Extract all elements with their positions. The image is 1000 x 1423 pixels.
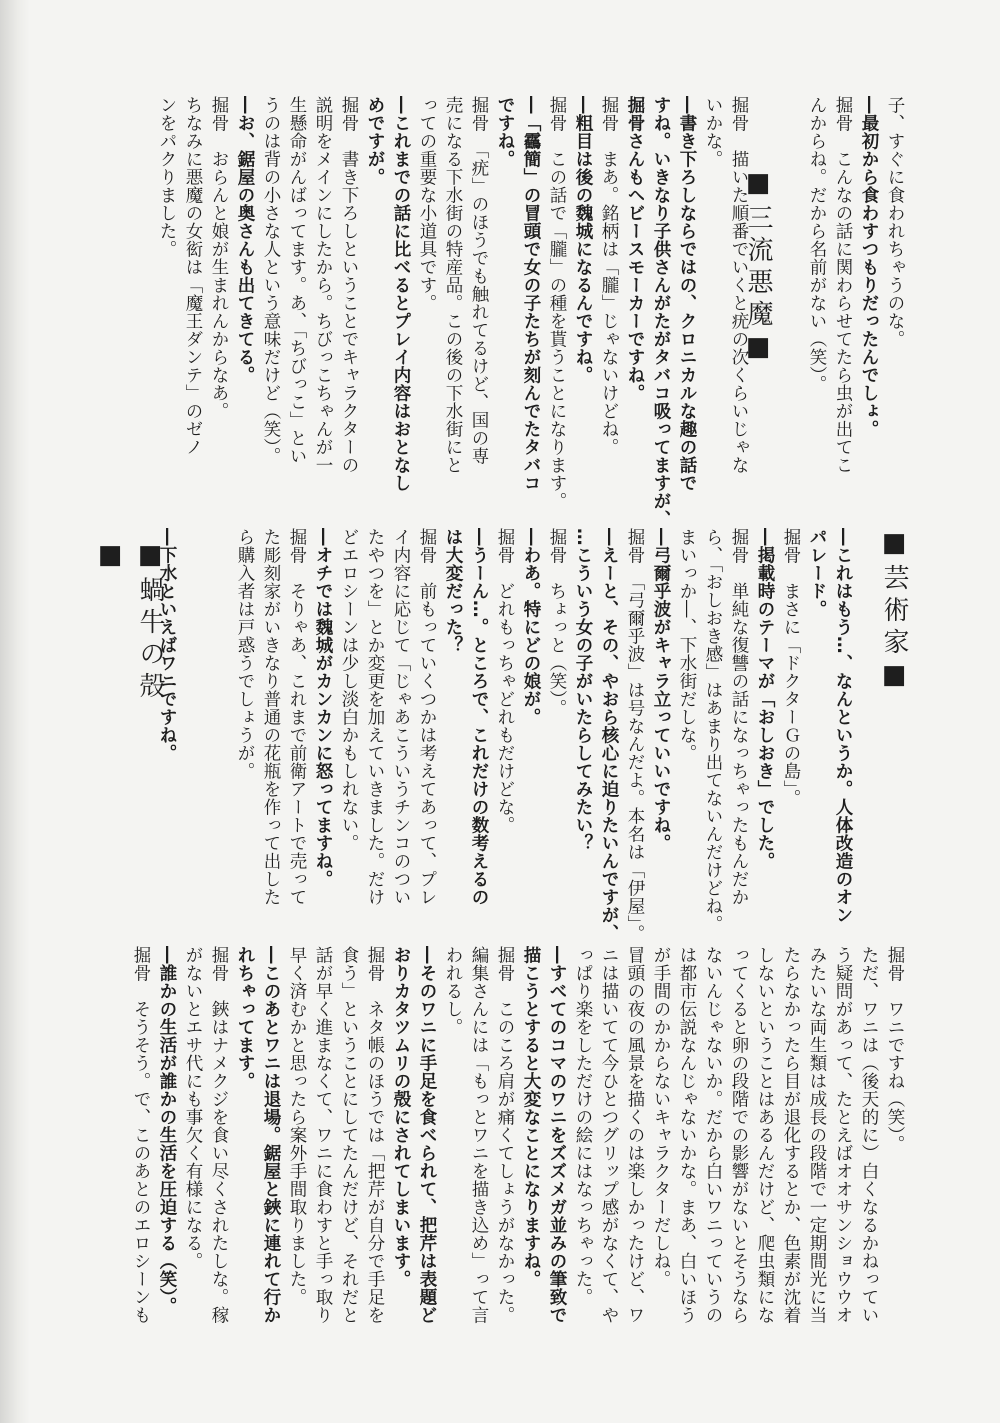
text-line: 掘骨 この話で「朧」の種を貰うことになります。 bbox=[547, 96, 567, 510]
text-line: ―書き下ろしならではの、クロニカルな趣の話で bbox=[677, 96, 697, 492]
upper-text-block bbox=[88, 96, 908, 526]
text-line: た彫刻家がいきなり普通の花瓶を作って出した bbox=[261, 528, 281, 906]
text-line: ―これまでの話に比べるとプレイ内容はおとなし bbox=[391, 96, 411, 492]
text-line: 話が早く進まなくて、ワニに食わすと手っ取り bbox=[313, 946, 333, 1324]
text-line: ―掲載時のテーマが「おしおき」でした。 bbox=[755, 528, 775, 870]
text-line bbox=[206, 528, 232, 940]
text-line: 掘骨 このころ肩が痛くてしょうがなかった。 bbox=[495, 946, 515, 1324]
text-line: れちゃってます。 bbox=[235, 946, 255, 1090]
text-line: 掘骨 そりゃあ、これまで前衛アートで売って bbox=[287, 528, 307, 906]
text-line: 掘骨 鋏はナメクジを食い尽くされたしな。稼 bbox=[209, 946, 229, 1324]
text-line: ―最初から食わすつもりだったんでしょ。 bbox=[859, 96, 879, 438]
text-line: 掘骨 そうそう。で、このあとのエロシーンも bbox=[131, 946, 151, 1324]
text-line: ―わあ。特にどの娘が。 bbox=[521, 528, 541, 726]
text-line: みたいな両生類は成長の段階で一定期間光に当 bbox=[807, 946, 827, 1324]
text-line: ってくると卵の段階での影響がないとそうなら bbox=[729, 946, 749, 1324]
text-line: ―「靏簡」の冒頭で女の子たちが刻んでたタバコ bbox=[521, 96, 541, 492]
text-line: おりカタツムリの殻にされてしまいます。 bbox=[391, 946, 411, 1288]
text-line: 描こうとすると大変なことになりますね。 bbox=[521, 946, 541, 1288]
text-line: う疑問があって、たとえばオオサンショウウオ bbox=[833, 946, 853, 1324]
heading-sanryu-akuma: ■三流悪魔■ bbox=[743, 168, 773, 368]
text-line: 掘骨 「疣」のほうでも触れてるけど、国の専 bbox=[469, 96, 489, 466]
text-line bbox=[180, 528, 206, 940]
text-line: 生懸命がんばってます。あ、「ちびっこ」とい bbox=[287, 96, 307, 466]
text-line: 掘骨 どれもっちゃどれもだけどな。 bbox=[495, 528, 515, 834]
text-line: …こういう女の子がいたらしてみたい？ bbox=[573, 528, 593, 852]
text-line: ―弓爾乎波がキャラ立っていいですね。 bbox=[651, 528, 671, 852]
text-line: ―すべてのコマのワニをズズメガ並みの筆致で bbox=[547, 946, 567, 1324]
text-line: ―粗目は後の魏城になるんですね。 bbox=[573, 96, 593, 384]
text-line: ―お、鋸屋の奥さんも出てきてる。 bbox=[235, 96, 255, 384]
text-line: が手間のかからないキャラクターだしね。 bbox=[651, 946, 671, 1288]
text-line: イ内容に応じて「じゃあこういうチンコのつい bbox=[391, 528, 411, 906]
text-line: ただ、ワニは（後天的に）白くなるかねってい bbox=[859, 946, 879, 1324]
text-line: うのは背の小さな人という意味だけど（笑）。 bbox=[261, 96, 281, 466]
text-line bbox=[778, 96, 804, 526]
text-line: んからね。だから名前がない（笑）。 bbox=[807, 96, 827, 394]
text-line: ―下水といえばワニですね。 bbox=[157, 528, 177, 762]
text-line: 掘骨 ちょっと（笑）。 bbox=[547, 528, 567, 718]
text-line: 早く済むかと思ったら案外手間取りました。 bbox=[287, 946, 307, 1306]
text-line: めですが。 bbox=[365, 96, 385, 186]
text-line: っての重要な小道具です。 bbox=[417, 96, 437, 312]
text-line: 子、すぐに食われちゃうのな。 bbox=[885, 96, 905, 348]
text-line: ないんじゃないか。だから白いワニっていうの bbox=[703, 946, 723, 1324]
text-line: ら、「おしおき感」はあまり出てないんだけどね。 bbox=[703, 528, 723, 934]
heading-katatsumuri: ■蝸牛の殻■ bbox=[95, 540, 165, 704]
text-line: たやつを」とか変更を加えていきました。だけ bbox=[365, 528, 385, 906]
text-line: 説明をメインにしたから。ちびっこちゃんが一 bbox=[313, 96, 333, 474]
text-line: 掘骨 まあ。銘柄は「朧」じゃないけどね。 bbox=[599, 96, 619, 456]
text-line: 編集さんには「もっとワニを描き込め」って言 bbox=[469, 946, 489, 1324]
text-line: 掘骨 まさに「ドクターＧの島」。 bbox=[781, 528, 801, 808]
text-line: 掘骨 おらんと娘が生まれんからなあ。 bbox=[209, 96, 229, 420]
text-line: 売になる下水街の特産品。この後の下水街にと bbox=[443, 96, 463, 474]
text-line: 冒頭の夜の風景を描くのは楽しかったけど、ワ bbox=[625, 946, 645, 1324]
text-line: われるし。 bbox=[443, 946, 463, 1036]
text-line: ちなみに悪魔の女衒は「魔王ダンテ」のゼノ bbox=[183, 96, 203, 456]
text-line: まいっか―、下水街だしな。 bbox=[677, 528, 697, 762]
text-line: ―うーん…。ところで、これだけの数考えるの bbox=[469, 528, 489, 906]
text-line: 掘骨 書き下ろしということでキャラクターの bbox=[339, 96, 359, 474]
text-line: 掘骨 ネタ帳のほうでは「把芹が自分で手足を bbox=[365, 946, 385, 1324]
text-line: っぱり楽をしただけの絵にはなっちゃった。 bbox=[573, 946, 593, 1306]
text-line: 掘骨 前もっていくつかは考えてあって、プレ bbox=[417, 528, 437, 906]
text-line: いかな。 bbox=[703, 96, 723, 168]
text-line: 掘骨 ワニですね（笑）。 bbox=[885, 946, 905, 1154]
text-line: 掘骨 単純な復讐の話になっちゃったもんだか bbox=[729, 528, 749, 906]
text-line: 掘骨さんもヘビースモーカーですね。 bbox=[625, 96, 645, 402]
text-line: は都市伝説なんじゃないかな。まあ、白いほう bbox=[677, 946, 697, 1324]
text-line: 掘骨 こんなの話に関わらせてたら虫が出てこ bbox=[833, 96, 853, 474]
text-line: は大変だった？ bbox=[443, 528, 463, 654]
text-line: ―これはもう…、なんというか。人体改造のオン bbox=[833, 528, 853, 924]
text-line: ンをパクりました。 bbox=[157, 96, 177, 258]
text-line: ら購入者は戸惑うでしょうが。 bbox=[235, 528, 255, 780]
text-line: すね。いきなり子供さんがたがタバコ吸ってますが、 bbox=[651, 96, 671, 528]
text-line: ですね。 bbox=[495, 96, 515, 168]
text-line: ―えーと、その、やおら核心に迫りたいんですが、 bbox=[599, 528, 619, 942]
text-line: パレード。 bbox=[807, 528, 827, 618]
text-line: 掘骨 「弓爾乎波」は号なんだよ。本名は「伊屋」。 bbox=[625, 528, 645, 943]
text-line: 食う」ということにしてたんだけど、それだと bbox=[339, 946, 359, 1324]
text-line: ―そのワニに手足を食べられて、把芹は表題ど bbox=[417, 946, 437, 1324]
text-line: どエロシーンは少し淡白かもしれない。 bbox=[339, 528, 359, 852]
text-line: がないとエサ代にも事欠く有様になる。 bbox=[183, 946, 203, 1270]
middle-text-block bbox=[88, 528, 908, 943]
text-line: ニは描いてて今ひとつグリップ感がなくて、や bbox=[599, 946, 619, 1324]
text-line: ―このあとワニは退場。鋸屋と鋏に連れて行か bbox=[261, 946, 281, 1324]
lower-text-block bbox=[88, 946, 908, 1366]
text-line: 掘骨 描いた順番でいくと疣の次くらいじゃな bbox=[729, 96, 749, 474]
text-line: しないということはあるんだけど、爬虫類にな bbox=[755, 946, 775, 1324]
heading-geijutsuka: ■芸術家■ bbox=[879, 528, 909, 696]
text-line: たらなかったら目が退化するとか、色素が沈着 bbox=[781, 946, 801, 1324]
text-line: ―オチでは魏城がカンカンに怒ってますね。 bbox=[313, 528, 333, 888]
text-line: ―誰かの生活が誰かの生活を圧迫する（笑）。 bbox=[157, 946, 177, 1316]
